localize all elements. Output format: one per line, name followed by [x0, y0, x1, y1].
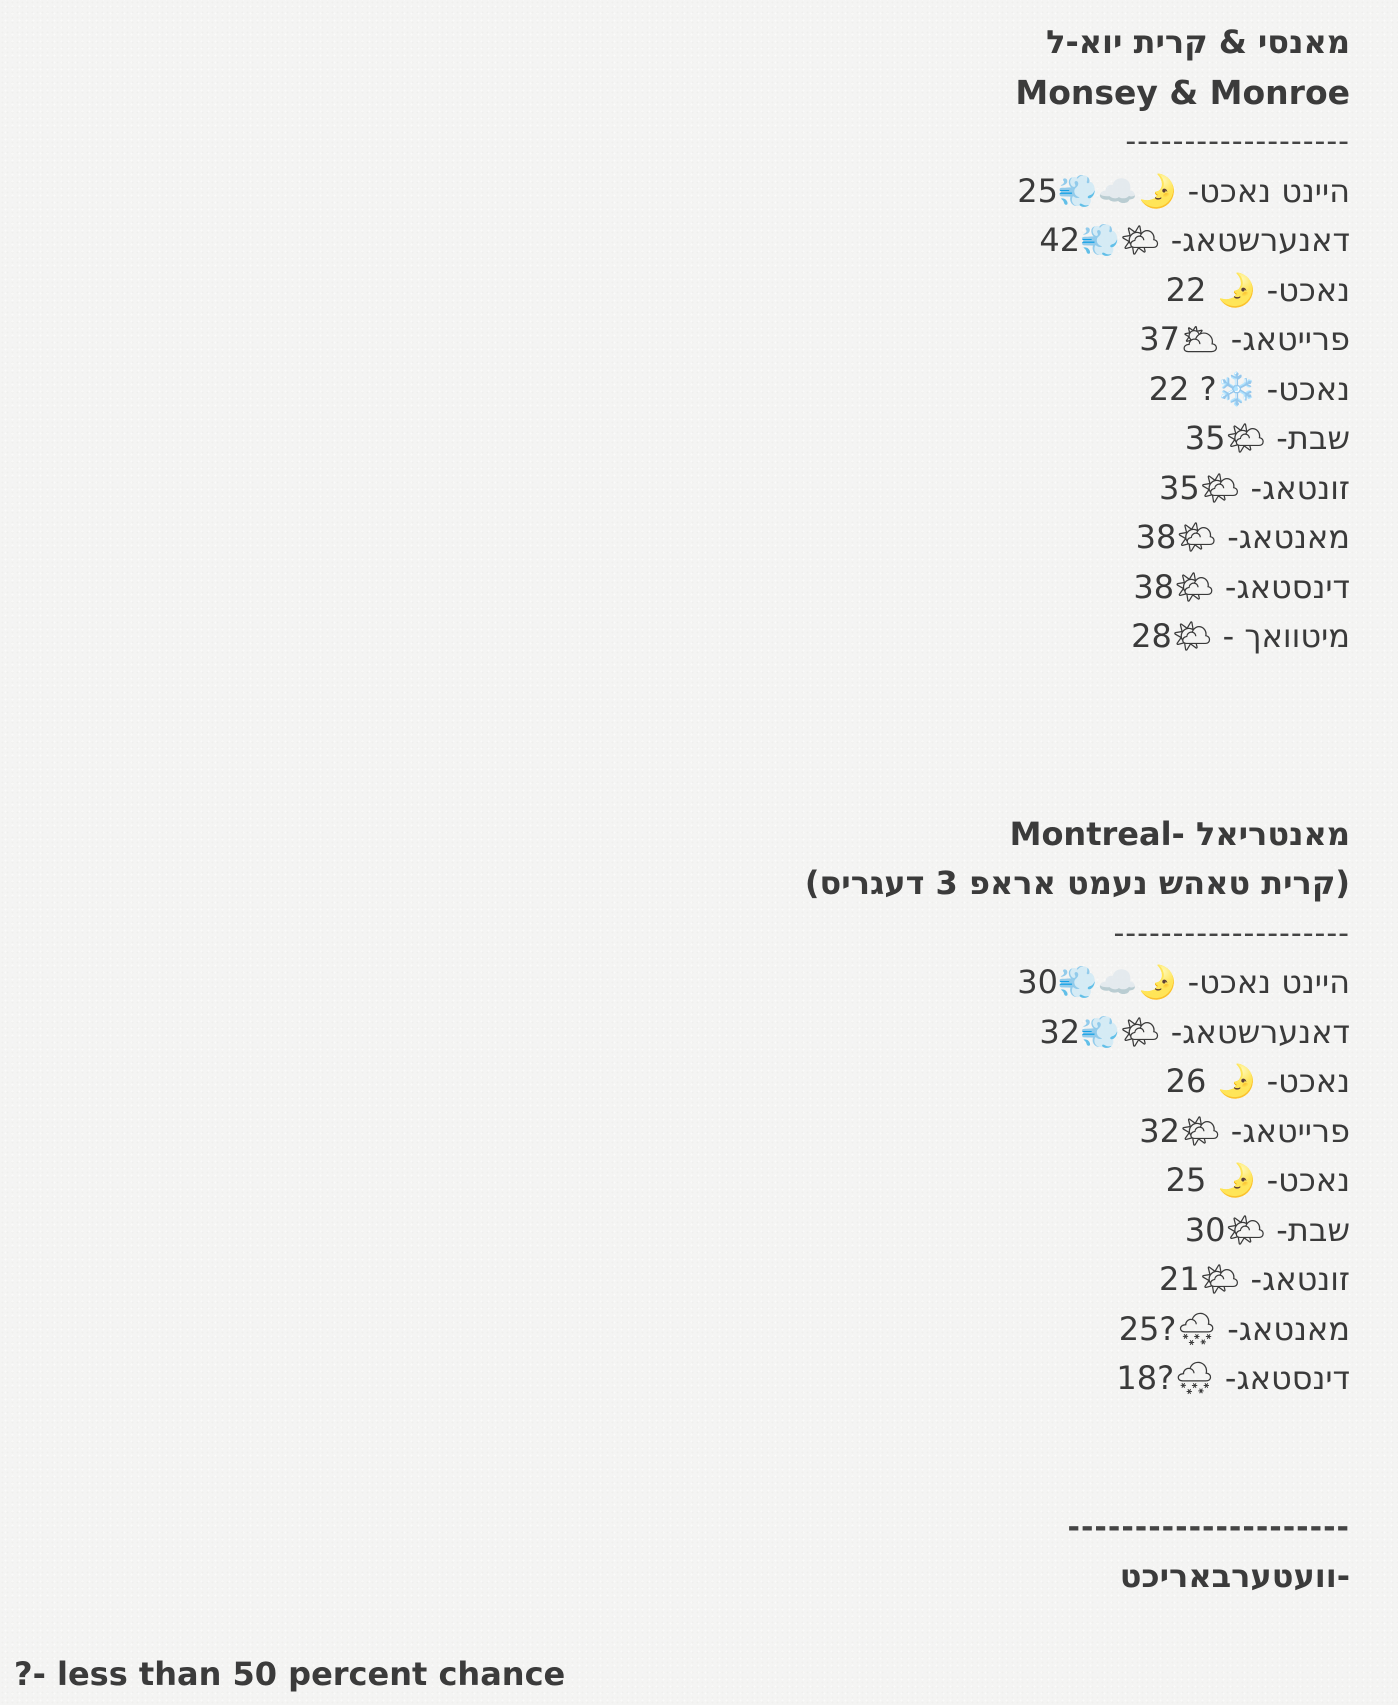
footer-divider: --------------------- [1067, 1509, 1350, 1545]
montreal-title: מאנטריאל -Montreal [1009, 814, 1350, 853]
forecast-note [350, 18, 1350, 1602]
forecast-row: דינסטאג- 🌨?18 [1116, 1359, 1350, 1397]
forecast-row: זונטאג- 🌤35 [1159, 468, 1350, 507]
forecast-row: דינסטאג- 🌤38 [1133, 567, 1350, 606]
montreal-divider: -------------------- [1113, 915, 1350, 951]
forecast-row: דאנערשטאג- 🌤💨42 [1039, 221, 1350, 259]
footnote-legend: ?- less than 50 percent chance [14, 1655, 566, 1693]
montreal-subtitle: (קרית טאהש נעמט אראפ 3 דעגריס) [804, 864, 1350, 902]
forecast-row: מאנטאג- 🌤38 [1135, 518, 1350, 556]
forecast-row: נאכט- 🌛 22 [1165, 270, 1350, 309]
forecast-row: מיטוואך - 🌤28 [1131, 617, 1350, 655]
forecast-row: היינט נאכט- 🌛☁️💨25 [1017, 171, 1350, 210]
monsey-title-english: Monsey & Monroe [1015, 72, 1350, 112]
section-gap [350, 1404, 1350, 1503]
forecast-row: שבת- 🌤30 [1184, 1210, 1350, 1249]
forecast-row: פרייטאג- 🌤32 [1139, 1111, 1350, 1150]
monsey-title-yiddish: מאנסי & קרית יוא-ל [1046, 23, 1350, 61]
section-gap [350, 662, 1350, 810]
signature: -וועטערבאריכט [1119, 1557, 1350, 1595]
forecast-row: מאנטאג- 🌨?25 [1118, 1309, 1350, 1348]
forecast-row: היינט נאכט- 🌛☁️💨30 [1017, 963, 1350, 1001]
forecast-row: נאכט- 🌛 26 [1165, 1062, 1350, 1100]
forecast-row: פרייטאג- 🌥37 [1139, 320, 1350, 358]
forecast-row: זונטאג- 🌤21 [1159, 1260, 1350, 1298]
montreal-forecast-list [350, 958, 1350, 1404]
forecast-row: דאנערשטאג- 🌤💨32 [1039, 1012, 1350, 1051]
monsey-forecast-list [350, 167, 1350, 662]
forecast-row: נאכט- 🌛 25 [1165, 1161, 1350, 1199]
monsey-divider: ------------------- [1125, 124, 1350, 159]
forecast-row: שבת- 🌤35 [1184, 419, 1350, 457]
forecast-row: נאכט- ❄️? 22 [1148, 369, 1350, 408]
